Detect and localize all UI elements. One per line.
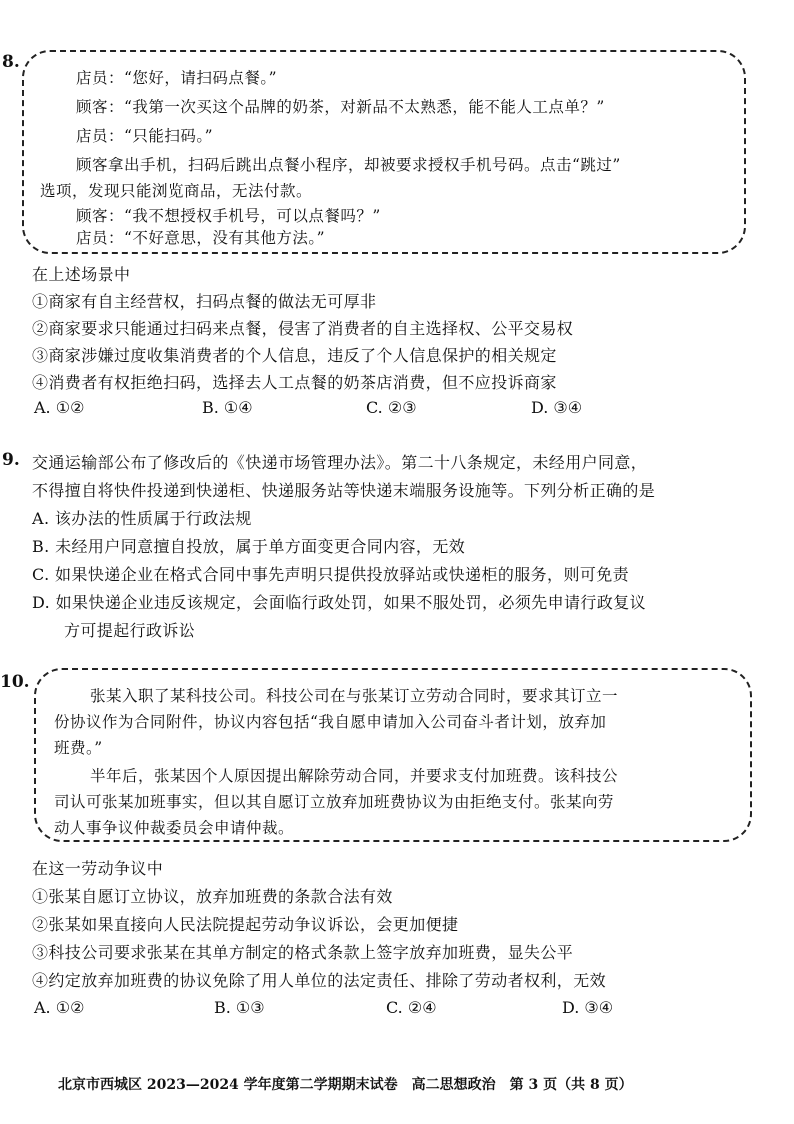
q10-statement: ②张某如果直接向人民法院提起劳动争议诉讼，会更加便捷 (32, 915, 459, 934)
q10-option-d[interactable]: D. ③④ (562, 998, 614, 1017)
q10-option-b[interactable]: B. ①③ (214, 998, 265, 1017)
q8-dialogue-line: 顾客拿出手机，扫码后跳出点餐小程序，却被要求授权手机号码。点击“跳过” (76, 156, 621, 174)
q9-option-d[interactable]: D. 如果快递企业违反该规定，会面临行政处罚，如果不服处罚，必须先申请行政复议 (32, 593, 647, 612)
q9-stem-line: 不得擅自将快件投递到快递柜、快递服务站等快递末端服务设施等。下列分析正确的是 (32, 481, 656, 500)
question-10-number: 10. (0, 672, 30, 692)
q10-material-line: 份协议作为合同附件，协议内容包括“我自愿申请加入公司奋斗者计划，放弃加 (54, 713, 607, 731)
q9-option-b[interactable]: B. 未经用户同意擅自投放，属于单方面变更合同内容，无效 (32, 537, 466, 556)
q10-material-line: 司认可张某加班事实，但以其自愿订立放弃加班费协议为由拒绝支付。张某向劳 (54, 793, 615, 811)
q8-option-b[interactable]: B. ①④ (202, 398, 253, 417)
q9-option-c[interactable]: C. 如果快递企业在格式合同中事先声明只提供投放驿站或快递柜的服务，则可免责 (32, 565, 630, 584)
q10-material-line: 动人事争议仲裁委员会申请仲裁。 (54, 819, 295, 837)
q8-statement: ③商家涉嫌过度收集消费者的个人信息，违反了个人信息保护的相关规定 (32, 346, 557, 365)
q8-statement: ②商家要求只能通过扫码来点餐，侵害了消费者的自主选择权、公平交易权 (32, 319, 574, 338)
question-9-number: 9. (2, 450, 20, 470)
q10-material-line: 半年后，张某因个人原因提出解除劳动合同，并要求支付加班费。该科技公 (90, 767, 619, 785)
q8-option-d[interactable]: D. ③④ (531, 398, 583, 417)
q8-stem: 在上述场景中 (32, 265, 131, 284)
q8-dialogue-line: 店员：“不好意思，没有其他方法。” (76, 229, 326, 247)
q10-material-line: 班费。” (54, 739, 103, 757)
q8-dialogue-line: 店员：“只能扫码。” (76, 127, 214, 145)
q8-dialogue-line: 顾客：“我第一次买这个品牌的奶茶，对新品不太熟悉，能不能人工点单？” (76, 98, 605, 116)
q8-dialogue-line: 顾客：“我不想授权手机号，可以点餐吗？” (76, 207, 381, 225)
q10-stem: 在这一劳动争议中 (32, 859, 164, 878)
q10-statement: ①张某自愿订立协议，放弃加班费的条款合法有效 (32, 887, 393, 906)
q9-stem-line: 交通运输部公布了修改后的《快递市场管理办法》。第二十八条规定，未经用户同意， (32, 453, 648, 472)
q10-option-a[interactable]: A. ①② (34, 998, 85, 1017)
q10-material-line: 张某入职了某科技公司。科技公司在与张某订立劳动合同时，要求其订立一 (90, 687, 619, 705)
q8-statement: ④消费者有权拒绝扫码，选择去人工点餐的奶茶店消费，但不应投诉商家 (32, 373, 557, 392)
q8-option-c[interactable]: C. ②③ (366, 398, 417, 417)
q8-statement: ①商家有自主经营权，扫码点餐的做法无可厚非 (32, 292, 377, 311)
question-8-number: 8. (2, 52, 20, 72)
q10-option-c[interactable]: C. ②④ (386, 998, 437, 1017)
q8-dialogue-line: 选项，发现只能浏览商品，无法付款。 (40, 182, 313, 200)
q9-option-d-continued: 方可提起行政诉讼 (64, 621, 196, 640)
q8-option-a[interactable]: A. ①② (34, 398, 85, 417)
page-footer: 北京市西城区 2023—2024 学年度第二学期期末试卷 高二思想政治 第 3 页（共 8 页） (58, 1077, 633, 1093)
q8-dialogue-line: 店员：“您好，请扫码点餐。” (76, 69, 278, 87)
q10-statement: ③科技公司要求张某在其单方制定的格式条款上签字放弃加班费，显失公平 (32, 943, 574, 962)
q10-statement: ④约定放弃加班费的协议免除了用人单位的法定责任、排除了劳动者权利，无效 (32, 971, 607, 990)
q9-option-a[interactable]: A. 该办法的性质属于行政法规 (32, 509, 252, 528)
